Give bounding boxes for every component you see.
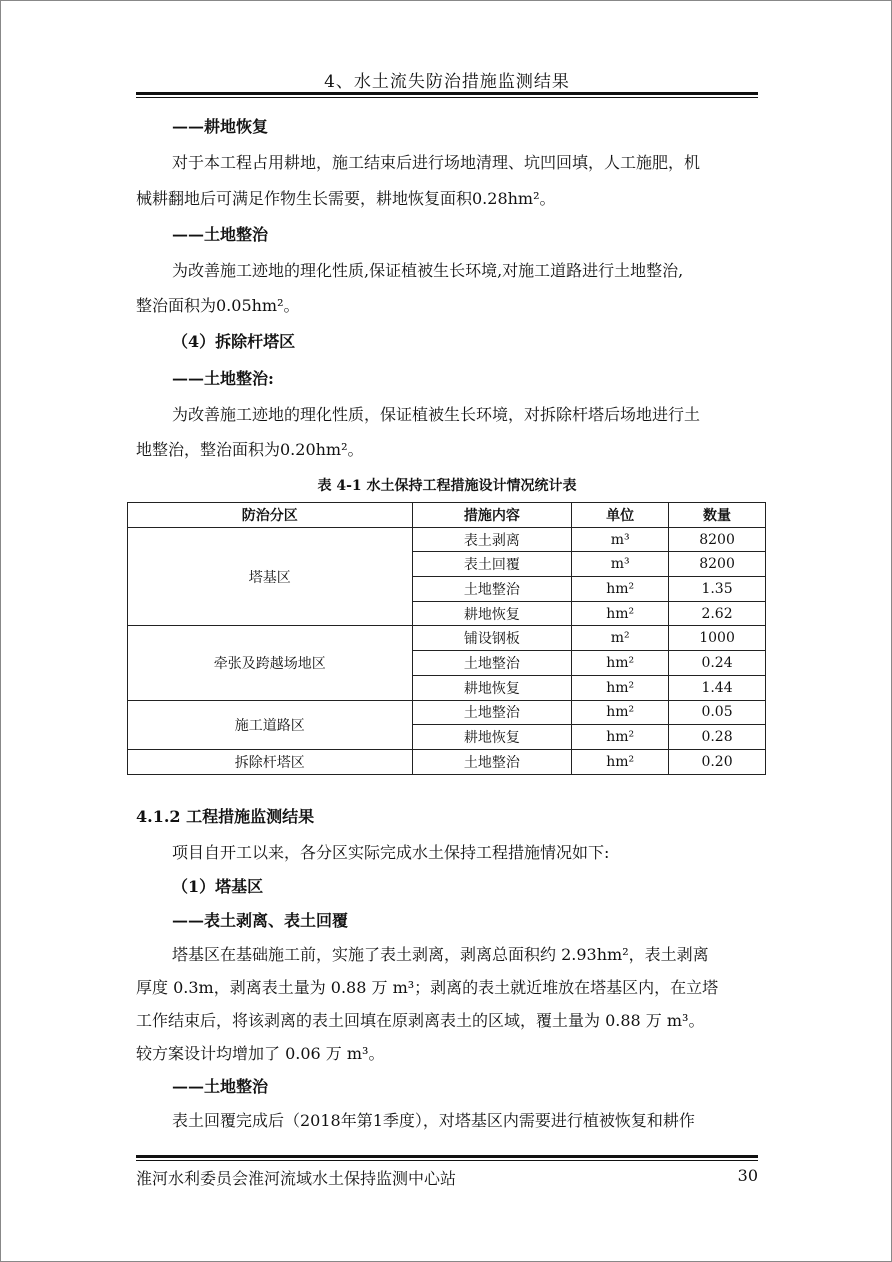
zone-cell: 牵张及跨越场地区 bbox=[128, 626, 413, 700]
table-caption: 表 4-1 水土保持工程措施设计情况统计表 bbox=[317, 478, 577, 494]
table-header-row bbox=[128, 503, 766, 528]
footer-rule-thick bbox=[136, 1155, 758, 1158]
unit-cell: hm² bbox=[572, 601, 669, 626]
zone-cell: 施工道路区 bbox=[128, 700, 413, 749]
unit-cell: hm² bbox=[572, 651, 669, 676]
measure-cell: 土地整治 bbox=[412, 700, 572, 725]
heading-tower-base-area: （1）塔基区 bbox=[172, 877, 264, 896]
unit-cell: m³ bbox=[572, 552, 669, 577]
heading-land-rehab: ——土地整治 bbox=[172, 225, 269, 244]
paragraph-line: 对于本工程占用耕地，施工结束后进行场地清理、坑凹回填，人工施肥，机 bbox=[172, 153, 701, 172]
paragraph-line: 工作结束后，将该剥离的表土回填在原剥离表土的区域，覆土量为 0.88 万 m³。 bbox=[136, 1011, 705, 1030]
column-header: 防治分区 bbox=[128, 503, 413, 528]
qty-cell: 1000 bbox=[669, 626, 766, 651]
unit-cell: hm² bbox=[572, 577, 669, 602]
header-rule-thin bbox=[136, 97, 758, 98]
paragraph-line: 塔基区在基础施工前，实施了表土剥离，剥离总面积约 2.93hm²，表土剥离 bbox=[172, 945, 709, 964]
running-header: 4、水土流失防治措施监测结果 bbox=[324, 72, 570, 92]
paragraph-line: 械耕翻地后可满足作物生长需要，耕地恢复面积0.28hm²。 bbox=[136, 189, 556, 208]
column-header: 单位 bbox=[572, 503, 669, 528]
unit-cell: hm² bbox=[572, 725, 669, 750]
paragraph-line: 整治面积为0.05hm²。 bbox=[136, 296, 300, 315]
qty-cell: 8200 bbox=[669, 552, 766, 577]
zone-cell: 拆除杆塔区 bbox=[128, 749, 413, 774]
table-row bbox=[128, 527, 766, 552]
qty-cell: 2.62 bbox=[669, 601, 766, 626]
measure-cell: 耕地恢复 bbox=[412, 725, 572, 750]
qty-cell: 0.05 bbox=[669, 700, 766, 725]
page-number: 30 bbox=[737, 1166, 758, 1185]
paragraph-line: 厚度 0.3m，剥离表土量为 0.88 万 m³；剥离的表土就近堆放在塔基区内，在立塔 bbox=[136, 978, 719, 997]
measure-cell: 耕地恢复 bbox=[412, 601, 572, 626]
qty-cell: 8200 bbox=[669, 527, 766, 552]
heading-topsoil: ——表土剥离、表土回覆 bbox=[172, 911, 349, 930]
unit-cell: m³ bbox=[572, 527, 669, 552]
header-rule-thick bbox=[136, 92, 758, 95]
measure-cell: 表土剥离 bbox=[412, 527, 572, 552]
section-title: 4.1.2 工程措施监测结果 bbox=[136, 807, 315, 826]
footer-rule-thin bbox=[136, 1160, 758, 1161]
measure-cell: 土地整治 bbox=[412, 749, 572, 774]
column-header: 数量 bbox=[669, 503, 766, 528]
measure-cell: 铺设钢板 bbox=[412, 626, 572, 651]
zone-cell: 塔基区 bbox=[128, 527, 413, 626]
measure-cell: 土地整治 bbox=[412, 577, 572, 602]
heading-farmland-restoration: ——耕地恢复 bbox=[172, 117, 269, 136]
measures-table bbox=[127, 502, 766, 775]
paragraph-line: 为改善施工迹地的理化性质，保证植被生长环境，对拆除杆塔后场地进行土 bbox=[172, 405, 701, 424]
measure-cell: 耕地恢复 bbox=[412, 675, 572, 700]
qty-cell: 0.28 bbox=[669, 725, 766, 750]
footer-organization: 淮河水利委员会淮河流域水土保持监测中心站 bbox=[136, 1169, 457, 1188]
paragraph-line: 项目自开工以来，各分区实际完成水土保持工程措施情况如下: bbox=[172, 843, 610, 862]
column-header: 措施内容 bbox=[412, 503, 572, 528]
qty-cell: 1.35 bbox=[669, 577, 766, 602]
heading-tower-removal-area: （4）拆除杆塔区 bbox=[172, 332, 296, 351]
measure-cell: 表土回覆 bbox=[412, 552, 572, 577]
heading-land-rehab-3: ——土地整治 bbox=[172, 1077, 269, 1096]
unit-cell: hm² bbox=[572, 700, 669, 725]
table-row bbox=[128, 626, 766, 651]
unit-cell: hm² bbox=[572, 675, 669, 700]
heading-land-rehab-2: ——土地整治: bbox=[172, 369, 274, 388]
table-row bbox=[128, 700, 766, 725]
unit-cell: hm² bbox=[572, 749, 669, 774]
qty-cell: 0.24 bbox=[669, 651, 766, 676]
qty-cell: 0.20 bbox=[669, 749, 766, 774]
qty-cell: 1.44 bbox=[669, 675, 766, 700]
unit-cell: m² bbox=[572, 626, 669, 651]
measure-cell: 土地整治 bbox=[412, 651, 572, 676]
table-row bbox=[128, 749, 766, 774]
paragraph-line: 为改善施工迹地的理化性质,保证植被生长环境,对施工道路进行土地整治, bbox=[172, 261, 684, 280]
paragraph-line: 地整治，整治面积为0.20hm²。 bbox=[136, 440, 364, 459]
paragraph-line: 较方案设计均增加了 0.06 万 m³。 bbox=[136, 1044, 385, 1063]
paragraph-line: 表土回覆完成后（2018年第1季度），对塔基区内需要进行植被恢复和耕作 bbox=[172, 1111, 695, 1130]
